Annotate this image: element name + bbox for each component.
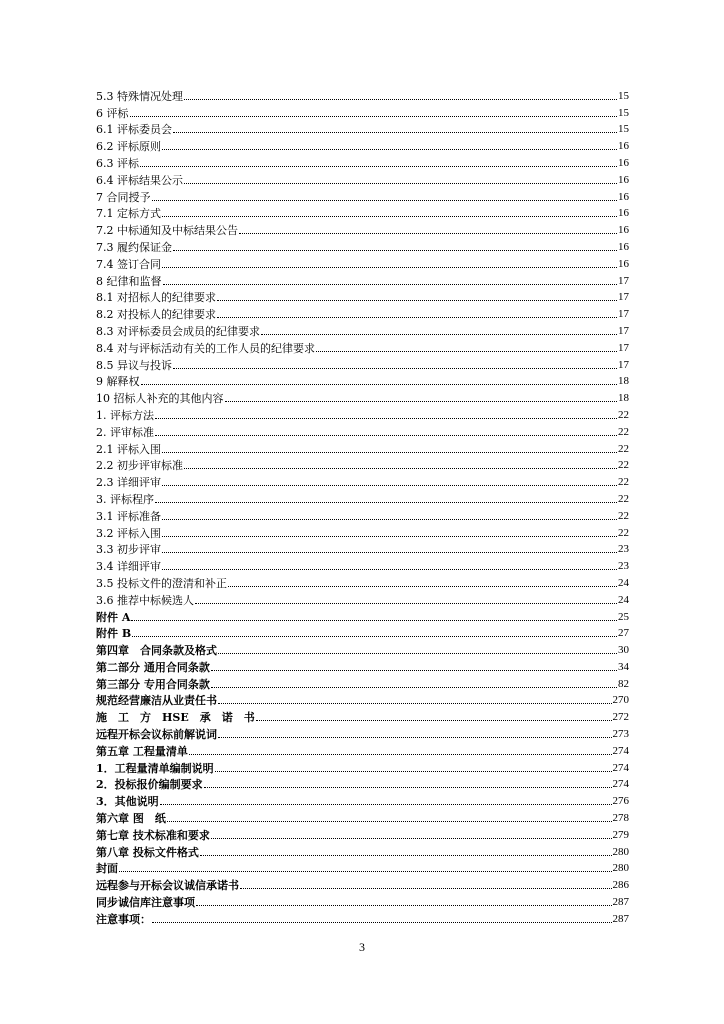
toc-entry-title: 远程开标会议标前解说词 xyxy=(96,728,217,742)
toc-entry-title: 8.3 对评标委员会成员的纪律要求 xyxy=(96,324,260,338)
toc-entry[interactable] xyxy=(96,355,629,372)
toc-entry-page: 15 xyxy=(618,123,629,136)
toc-dot-leader xyxy=(239,233,617,234)
toc-entry-title: 3.6 推荐中标候选人 xyxy=(96,593,194,607)
toc-entry-title: 8 纪律和监督 xyxy=(96,274,162,288)
toc-entry-page: 17 xyxy=(618,274,629,287)
toc-entry-title: 3．其他说明 xyxy=(96,795,159,809)
toc-dot-leader xyxy=(155,502,617,503)
toc-entry-page: 25 xyxy=(618,610,629,623)
toc-dot-leader xyxy=(160,804,612,805)
toc-entry-page: 273 xyxy=(612,728,629,741)
toc-entry-page: 16 xyxy=(618,173,629,186)
toc-entry-page: 280 xyxy=(612,845,629,858)
toc-entry[interactable] xyxy=(96,875,629,892)
toc-entry[interactable] xyxy=(96,556,629,573)
toc-dot-leader xyxy=(162,569,617,570)
toc-dot-leader xyxy=(218,703,612,704)
toc-entry[interactable] xyxy=(96,607,629,624)
toc-entry[interactable] xyxy=(96,220,629,237)
toc-entry[interactable] xyxy=(96,254,629,271)
toc-entry-title: 1．工程量清单编制说明 xyxy=(96,761,214,775)
toc-entry-title: 9 解释权 xyxy=(96,375,140,389)
toc-entry-title: 10 招标人补充的其他内容 xyxy=(96,392,224,406)
toc-entry-title: 3.2 评标入围 xyxy=(96,526,161,540)
toc-dot-leader xyxy=(215,771,612,772)
toc-entry-page: 274 xyxy=(612,778,629,791)
toc-entry-title: 2.3 详细评审 xyxy=(96,476,161,490)
toc-entry[interactable] xyxy=(96,590,629,607)
toc-dot-leader xyxy=(119,871,612,872)
toc-entry-title: 封面 xyxy=(96,862,118,876)
toc-entry[interactable] xyxy=(96,456,629,473)
toc-entry[interactable] xyxy=(96,472,629,489)
table-of-contents xyxy=(96,86,629,926)
toc-entry-page: 16 xyxy=(618,190,629,203)
toc-dot-leader xyxy=(141,384,618,385)
toc-entry-page: 30 xyxy=(618,644,629,657)
toc-entry-page: 22 xyxy=(618,509,629,522)
toc-dot-leader xyxy=(152,922,612,923)
toc-entry-title: 2. 评审标准 xyxy=(96,425,154,439)
toc-entry-page: 286 xyxy=(612,879,629,892)
toc-dot-leader xyxy=(152,200,618,201)
toc-dot-leader xyxy=(155,418,617,419)
toc-entry[interactable] xyxy=(96,691,629,708)
toc-dot-leader xyxy=(196,905,612,906)
toc-entry-page: 16 xyxy=(618,140,629,153)
page-number: 3 xyxy=(359,940,365,954)
toc-entry-title: 3.3 初步评审 xyxy=(96,543,161,557)
toc-entry-page: 22 xyxy=(618,459,629,472)
toc-entry-page: 34 xyxy=(618,660,629,673)
toc-dot-leader xyxy=(211,687,617,688)
toc-entry[interactable] xyxy=(96,909,629,926)
toc-entry[interactable] xyxy=(96,842,629,859)
toc-entry-page: 278 xyxy=(612,812,629,825)
toc-entry-title: 6.1 评标委员会 xyxy=(96,123,172,137)
toc-entry[interactable] xyxy=(96,439,629,456)
toc-entry-page: 15 xyxy=(618,89,629,102)
toc-dot-leader xyxy=(217,317,617,318)
toc-dot-leader xyxy=(162,519,617,520)
toc-entry[interactable] xyxy=(96,489,629,506)
toc-entry-title: 7.4 签订合同 xyxy=(96,257,161,271)
toc-dot-leader xyxy=(162,552,617,553)
toc-entry-title: 5.3 特殊情况处理 xyxy=(96,89,183,103)
toc-dot-leader xyxy=(131,620,617,621)
toc-entry-page: 22 xyxy=(618,442,629,455)
toc-entry-page: 18 xyxy=(618,375,629,388)
toc-entry[interactable] xyxy=(96,624,629,641)
toc-entry[interactable] xyxy=(96,288,629,305)
toc-entry[interactable] xyxy=(96,674,629,691)
toc-entry[interactable] xyxy=(96,187,629,204)
toc-entry-title: 7 合同授予 xyxy=(96,190,151,204)
toc-entry[interactable] xyxy=(96,405,629,422)
toc-entry-page: 27 xyxy=(618,627,629,640)
toc-entry[interactable] xyxy=(96,640,629,657)
toc-dot-leader xyxy=(167,821,612,822)
toc-entry-title: 6.3 评标 xyxy=(96,156,139,170)
toc-entry-page: 17 xyxy=(618,308,629,321)
toc-dot-leader xyxy=(225,401,618,402)
toc-entry[interactable] xyxy=(96,791,629,808)
toc-entry[interactable] xyxy=(96,724,629,741)
toc-dot-leader xyxy=(316,351,617,352)
toc-entry-page: 17 xyxy=(618,341,629,354)
toc-dot-leader xyxy=(217,300,617,301)
toc-entry[interactable] xyxy=(96,170,629,187)
toc-entry-page: 22 xyxy=(618,492,629,505)
toc-entry[interactable] xyxy=(96,808,629,825)
toc-entry[interactable] xyxy=(96,892,629,909)
toc-entry-title: 第七章 技术标准和要求 xyxy=(96,828,210,842)
toc-entry[interactable] xyxy=(96,237,629,254)
toc-entry[interactable] xyxy=(96,758,629,775)
toc-entry-page: 18 xyxy=(618,392,629,405)
toc-entry[interactable] xyxy=(96,859,629,876)
toc-entry-title: 6.2 评标原则 xyxy=(96,140,161,154)
toc-entry[interactable] xyxy=(96,741,629,758)
toc-entry-title: 6.4 评标结果公示 xyxy=(96,173,183,187)
toc-entry-page: 15 xyxy=(618,106,629,119)
toc-entry-title: 第三部分 专用合同条款 xyxy=(96,677,210,691)
toc-entry-page: 22 xyxy=(618,526,629,539)
toc-entry[interactable] xyxy=(96,422,629,439)
toc-entry-title: 8.4 对与评标活动有关的工作人员的纪律要求 xyxy=(96,341,315,355)
toc-entry-page: 24 xyxy=(618,593,629,606)
toc-dot-leader xyxy=(184,183,617,184)
toc-entry[interactable] xyxy=(96,707,629,724)
toc-entry[interactable] xyxy=(96,372,629,389)
toc-dot-leader xyxy=(189,754,612,755)
toc-entry-page: 16 xyxy=(618,156,629,169)
toc-dot-leader xyxy=(211,838,612,839)
toc-entry-page: 280 xyxy=(612,862,629,875)
toc-entry[interactable] xyxy=(96,120,629,137)
toc-dot-leader xyxy=(162,216,617,217)
toc-entry-title: 8.1 对招标人的纪律要求 xyxy=(96,291,216,305)
toc-entry-title: 8.5 异议与投诉 xyxy=(96,358,172,372)
toc-entry-title: 第二部分 通用合同条款 xyxy=(96,660,210,674)
toc-dot-leader xyxy=(173,250,617,251)
toc-entry-title: 附件 A xyxy=(96,610,131,624)
toc-dot-leader xyxy=(132,636,617,637)
toc-entry-page: 17 xyxy=(618,291,629,304)
toc-entry-title: 7.3 履约保证金 xyxy=(96,240,172,254)
toc-dot-leader xyxy=(195,603,617,604)
toc-entry-title: 附件 B xyxy=(96,627,132,641)
toc-entry-page: 287 xyxy=(612,912,629,925)
toc-entry-page: 279 xyxy=(612,828,629,841)
toc-entry-title: 8.2 对投标人的纪律要求 xyxy=(96,308,216,322)
toc-entry[interactable] xyxy=(96,103,629,120)
toc-dot-leader xyxy=(162,267,617,268)
toc-entry-page: 272 xyxy=(612,711,629,724)
toc-entry-title: 第五章 工程量清单 xyxy=(96,744,188,758)
toc-entry[interactable] xyxy=(96,506,629,523)
toc-entry-title: 3.5 投标文件的澄清和补正 xyxy=(96,576,227,590)
toc-entry-title: 远程参与开标会议诚信承诺书 xyxy=(96,879,239,893)
toc-dot-leader xyxy=(173,132,617,133)
toc-dot-leader xyxy=(228,586,617,587)
toc-dot-leader xyxy=(218,653,617,654)
toc-entry-title: 7.1 定标方式 xyxy=(96,207,161,221)
toc-entry[interactable] xyxy=(96,388,629,405)
toc-dot-leader xyxy=(218,737,612,738)
toc-entry-title: 2.2 初步评审标准 xyxy=(96,459,183,473)
toc-entry-page: 22 xyxy=(618,408,629,421)
toc-entry-page: 16 xyxy=(618,240,629,253)
toc-dot-leader xyxy=(162,149,617,150)
toc-dot-leader xyxy=(173,368,617,369)
toc-dot-leader xyxy=(163,284,618,285)
toc-entry-page: 274 xyxy=(612,761,629,774)
toc-entry-title: 第四章 合同条款及格式 xyxy=(96,644,217,658)
toc-entry[interactable] xyxy=(96,657,629,674)
toc-entry-title: 7.2 中标通知及中标结果公告 xyxy=(96,224,238,238)
toc-entry-page: 17 xyxy=(618,324,629,337)
toc-dot-leader xyxy=(140,166,617,167)
toc-entry-title: 3.4 详细评审 xyxy=(96,560,161,574)
toc-entry-title: 1. 评标方法 xyxy=(96,408,154,422)
toc-entry-title: 2.1 评标入围 xyxy=(96,442,161,456)
toc-entry[interactable] xyxy=(96,573,629,590)
toc-entry-title: 注意事项： xyxy=(96,912,151,926)
toc-entry-page: 16 xyxy=(618,257,629,270)
toc-entry-title: 3.1 评标准备 xyxy=(96,509,161,523)
toc-entry-page: 270 xyxy=(612,694,629,707)
toc-entry-page: 17 xyxy=(618,358,629,371)
toc-entry-page: 23 xyxy=(618,560,629,573)
toc-entry[interactable] xyxy=(96,153,629,170)
toc-entry-title: 2．投标报价编制要求 xyxy=(96,778,203,792)
toc-entry-page: 22 xyxy=(618,476,629,489)
toc-dot-leader xyxy=(261,334,617,335)
toc-entry-title: 第六章 图 纸 xyxy=(96,812,166,826)
toc-entry[interactable] xyxy=(96,825,629,842)
toc-entry[interactable] xyxy=(96,136,629,153)
toc-entry-title: 施 工 方 HSE 承 诺 书 xyxy=(96,711,255,725)
toc-entry-page: 16 xyxy=(618,207,629,220)
toc-dot-leader xyxy=(162,485,617,486)
toc-entry-page: 24 xyxy=(618,576,629,589)
toc-dot-leader xyxy=(211,670,617,671)
toc-dot-leader xyxy=(184,468,617,469)
toc-dot-leader xyxy=(130,116,618,117)
toc-dot-leader xyxy=(240,888,612,889)
toc-dot-leader xyxy=(184,99,617,100)
toc-entry[interactable] xyxy=(96,338,629,355)
toc-entry-page: 274 xyxy=(612,744,629,757)
toc-entry-title: 同步诚信库注意事项 xyxy=(96,896,195,910)
toc-entry[interactable] xyxy=(96,775,629,792)
toc-entry[interactable] xyxy=(96,271,629,288)
toc-entry-page: 276 xyxy=(612,795,629,808)
toc-entry[interactable] xyxy=(96,321,629,338)
toc-entry-title: 第八章 投标文件格式 xyxy=(96,845,199,859)
toc-entry-page: 82 xyxy=(618,677,629,690)
toc-entry-page: 287 xyxy=(612,896,629,909)
toc-entry-title: 6 评标 xyxy=(96,106,129,120)
toc-entry-page: 23 xyxy=(618,543,629,556)
toc-dot-leader xyxy=(162,452,617,453)
toc-entry[interactable] xyxy=(96,523,629,540)
toc-dot-leader xyxy=(162,536,617,537)
toc-entry[interactable] xyxy=(96,86,629,103)
toc-entry[interactable] xyxy=(96,540,629,557)
toc-entry-page: 22 xyxy=(618,425,629,438)
toc-entry-page: 16 xyxy=(618,224,629,237)
toc-dot-leader xyxy=(155,435,617,436)
toc-entry-title: 规范经营廉洁从业责任书 xyxy=(96,694,217,708)
toc-entry-title: 3. 评标程序 xyxy=(96,492,154,506)
toc-dot-leader xyxy=(200,855,612,856)
toc-entry[interactable] xyxy=(96,304,629,321)
toc-dot-leader xyxy=(256,720,612,721)
toc-dot-leader xyxy=(204,787,612,788)
toc-entry[interactable] xyxy=(96,204,629,221)
